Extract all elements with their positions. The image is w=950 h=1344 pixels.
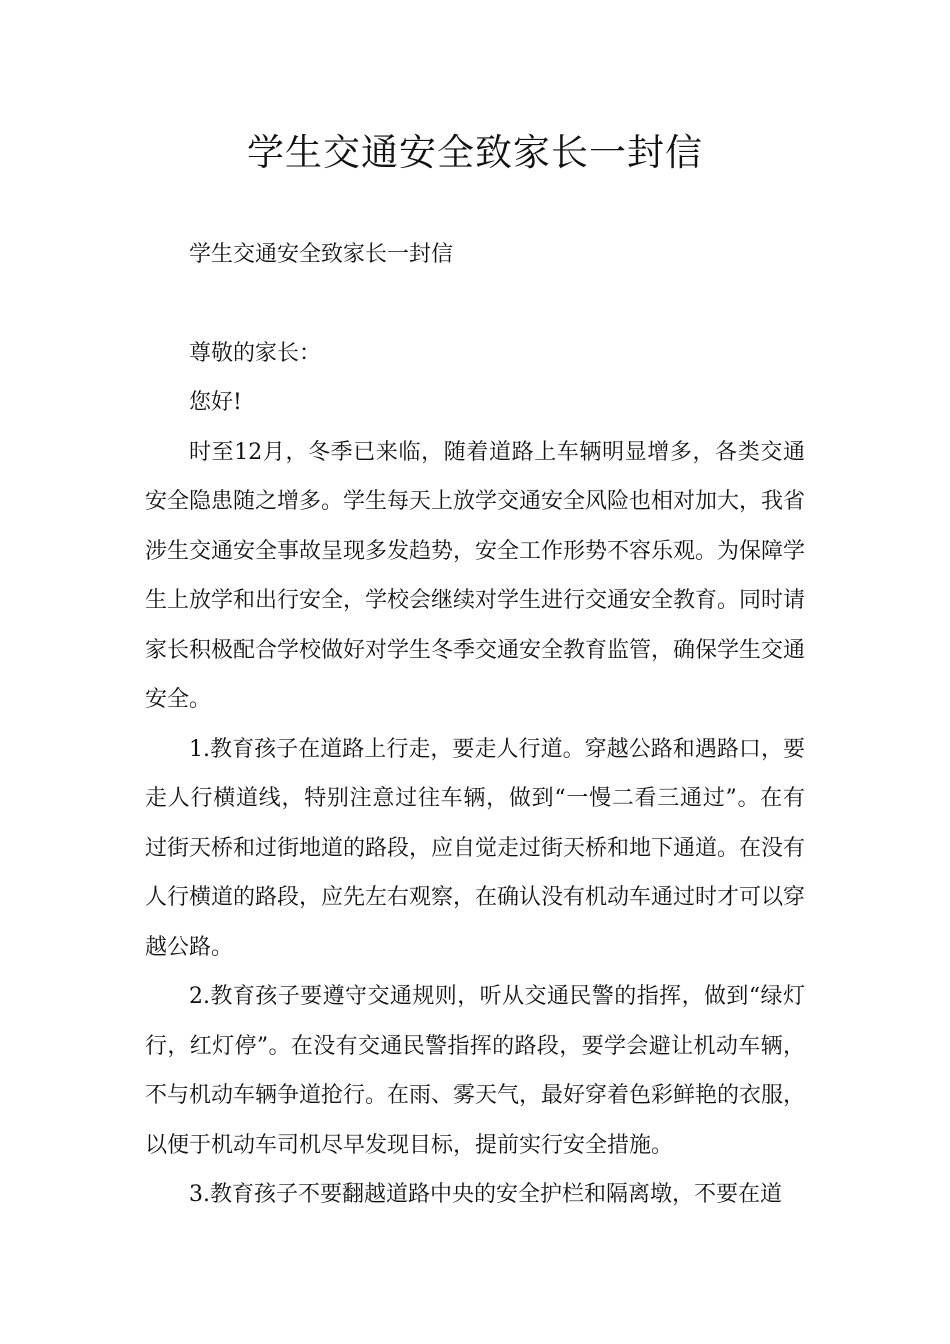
document-body bbox=[145, 230, 805, 1220]
paragraph-item-3: 3.教育孩子不要翻越道路中央的安全护栏和隔离墩，不要在道 bbox=[189, 1182, 782, 1207]
paragraph-intro: 时至12月，冬季已来临，随着道路上车辆明显增多，各类交通安全隐患随之增多。学生每天上放学交通安全风险也相对加大，我省涉生交通安全事故呈现多发趋势，安全工作形势不容乐观。为保障学生上放学和出行安全，学校会继续对学生进行交通安全教育。同时请家长积极配合学校做好对学生冬季交通安全教育监管，确保学生交通安全。 bbox=[145, 439, 806, 712]
document-title: 学生交通安全致家长一封信 bbox=[247, 131, 703, 174]
paragraph-item-1: 1.教育孩子在道路上行走，要走人行道。穿越公路和遇路口，要走人行横道线，特别注意过往车辆，做到“一慢二看三通过”。在有过街天桥和过街地道的路段，应自觉走过街天桥和地下通道。在没有人行横道的路段，应先左右观察，在确认没有机动车通过时才可以穿越公路。 bbox=[145, 736, 806, 960]
paragraph-item-2: 2.教育孩子要遵守交通规则，听从交通民警的指挥，做到“绿灯行，红灯停”。在没有交通民警指挥的路段，要学会避让机动车辆，不与机动车辆争道抢行。在雨、雾天气，最好穿着色彩鲜艳的衣服，以便于机动车司机尽早发现目标，提前实行安全措施。 bbox=[145, 984, 806, 1158]
greeting: 您好! bbox=[189, 390, 242, 415]
salutation: 尊敬的家长： bbox=[189, 340, 322, 366]
document-subtitle: 学生交通安全致家长一封信 bbox=[189, 242, 454, 267]
